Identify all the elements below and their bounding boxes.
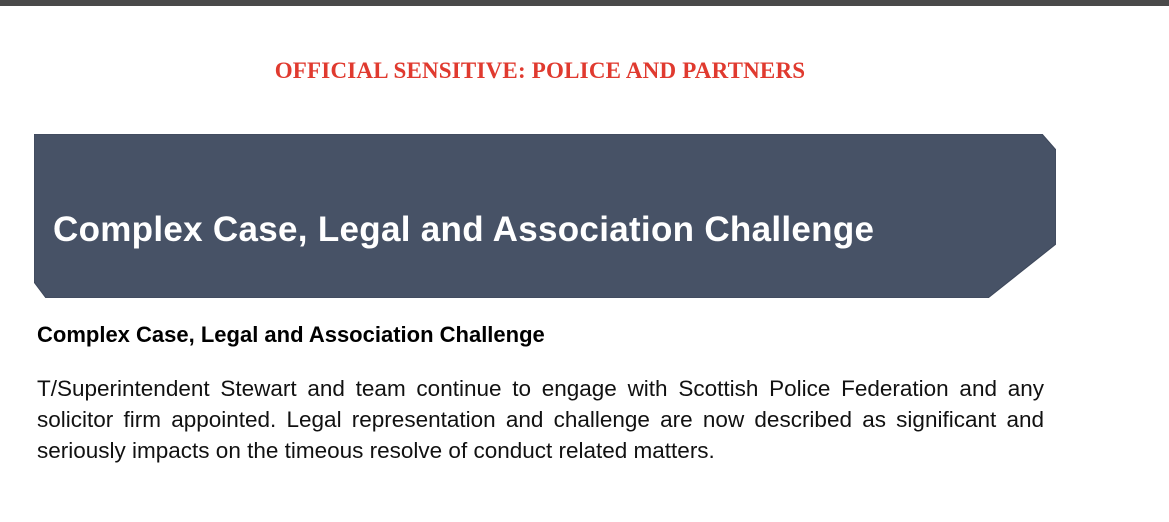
body-paragraph: T/Superintendent Stewart and team continue to engage with Scottish Police Federation and any solicitor firm appointed. Legal representation and challenge are now described as significant and seriously impacts on the timeous resolve of conduct related matters. (37, 376, 1044, 463)
section-heading: Complex Case, Legal and Association Challenge (37, 322, 545, 347)
section-banner (34, 134, 1056, 298)
banner-title: Complex Case, Legal and Association Challenge (53, 210, 875, 249)
window-top-bar (0, 0, 1169, 6)
classification-marking: OFFICIAL SENSITIVE: POLICE AND PARTNERS (274, 58, 806, 83)
